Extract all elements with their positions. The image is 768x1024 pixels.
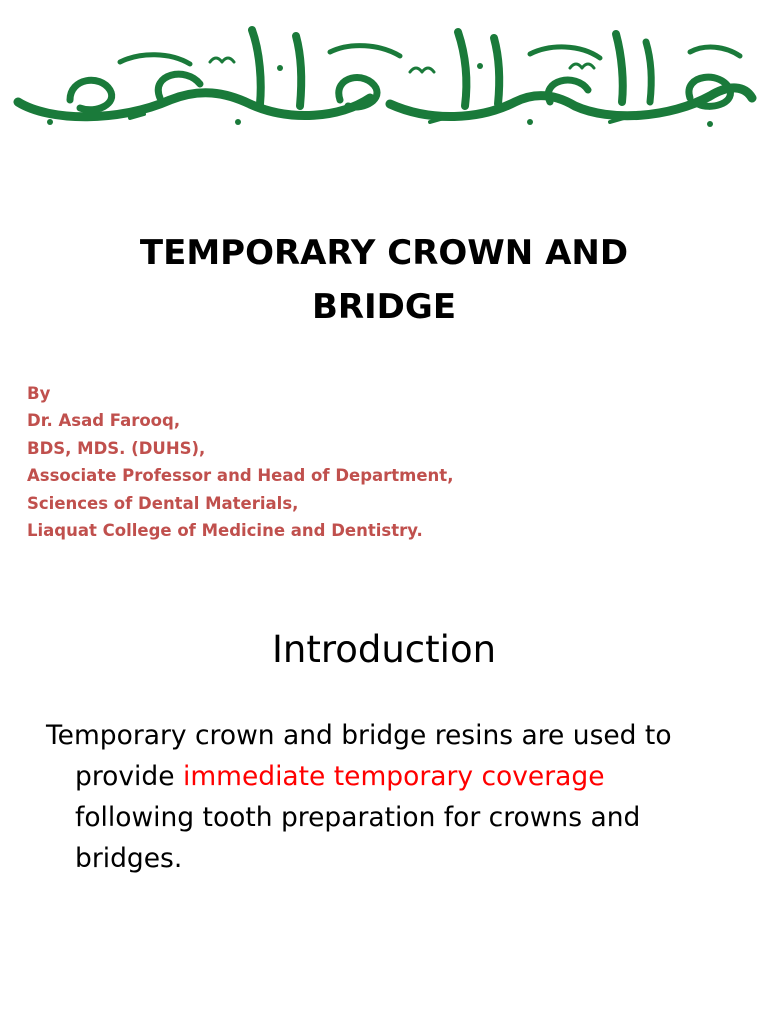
slide-title	[60, 226, 708, 334]
author-line: Associate Professor and Head of Department,	[27, 466, 454, 486]
intro-line-2	[46, 756, 726, 797]
intro-line-4: bridges.	[75, 843, 183, 874]
author-line: By	[27, 384, 51, 403]
author-line: Dr. Asad Farooq,	[27, 411, 181, 431]
bismillah-calligraphy-icon	[10, 22, 758, 132]
intro-line-1: Temporary crown and bridge resins are used to	[46, 720, 672, 751]
section-heading: Introduction	[271, 628, 497, 671]
intro-line-3: following tooth preparation for crowns and	[75, 802, 641, 833]
author-block	[27, 380, 727, 544]
author-line: Liaquat College of Medicine and Dentistry.	[27, 521, 423, 541]
author-line: Sciences of Dental Materials,	[27, 493, 299, 513]
slide-title-line-2: BRIDGE	[311, 287, 457, 327]
author-line: BDS, MDS. (DUHS),	[27, 438, 206, 458]
slide-title-line-1: TEMPORARY CROWN AND	[139, 233, 629, 273]
intro-line-2-prefix: provide	[75, 761, 183, 792]
highlight-text: immediate temporary coverage	[182, 761, 605, 792]
intro-paragraph	[46, 715, 726, 879]
